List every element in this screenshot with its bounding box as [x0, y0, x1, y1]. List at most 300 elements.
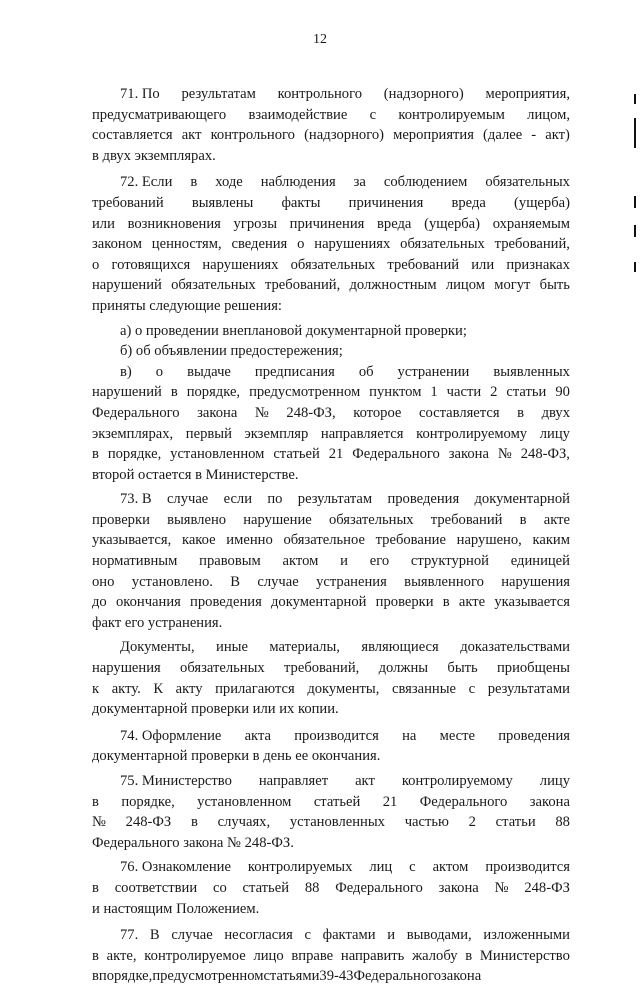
word: в [519, 511, 527, 528]
word: Федерального [419, 793, 508, 810]
word: об [358, 363, 374, 380]
word: по [267, 491, 283, 508]
text-line [92, 362, 570, 383]
word: законом [92, 236, 142, 253]
word: Федерального [335, 879, 423, 896]
word: 74. Оформление [120, 727, 222, 744]
text-line [92, 296, 570, 317]
word: порядке, [121, 793, 175, 810]
word: к [92, 680, 100, 697]
text-line [92, 510, 570, 531]
word: со [212, 879, 227, 896]
word: закона [529, 793, 570, 810]
text-line [92, 637, 570, 658]
text-line [92, 255, 570, 276]
word: случаях, [217, 814, 271, 831]
text-line [92, 125, 570, 146]
text-line [92, 105, 570, 126]
paragraph-p76 [92, 857, 570, 919]
word: в [190, 174, 198, 191]
scan-edge-mark [634, 225, 636, 237]
word: первый [185, 425, 232, 442]
word: В [149, 927, 160, 944]
word: а) о проведении внеплановой документарной проверки; [120, 322, 467, 339]
text-line [92, 234, 570, 255]
word: выводами, [406, 927, 472, 944]
word: 77. [120, 927, 139, 944]
word: в [92, 947, 99, 964]
word: охраняемым [492, 215, 570, 232]
word: требований, [264, 277, 341, 294]
text-line [92, 530, 570, 551]
paragraph-p72b [92, 341, 570, 362]
word: требований, [494, 236, 570, 253]
word: нарушений [92, 277, 162, 294]
word: вреда [451, 194, 486, 211]
word: выявленных [493, 363, 570, 380]
word: с [369, 106, 377, 123]
word: лиц [369, 859, 393, 876]
word: документарной проверки или их копии. [92, 701, 339, 718]
word: являющиеся [361, 639, 439, 656]
word: актом [432, 859, 469, 876]
word: оно [92, 573, 115, 590]
word: контрольного [210, 127, 295, 144]
word: 75. Министерство [120, 773, 232, 789]
word: направляет [258, 773, 329, 789]
word: результатами [487, 680, 570, 697]
word: в [92, 793, 99, 810]
word: требований [387, 256, 460, 273]
word: нарушениях [314, 236, 391, 253]
word: выявленного [404, 573, 484, 590]
word: приняты следующие решения: [92, 297, 282, 314]
word: актом [282, 553, 319, 570]
word: структурной [410, 553, 489, 570]
word: соблюдением [383, 174, 468, 191]
word: единицей [510, 553, 570, 570]
word: обязательных [180, 660, 265, 677]
text-line [92, 341, 570, 362]
body-text [92, 84, 570, 987]
text-line [92, 946, 570, 967]
text-line [92, 878, 570, 899]
word: проведения [190, 594, 262, 611]
word: в) [120, 363, 132, 380]
word: (надзорного) [304, 127, 384, 144]
text-line [92, 424, 570, 445]
word: вправе [291, 947, 334, 964]
text-line [92, 699, 570, 720]
word: экземплярах, [92, 425, 174, 442]
word: обязательных [485, 174, 570, 191]
word: лицом, [527, 106, 570, 123]
scan-edge-mark [634, 118, 636, 148]
word: случае [171, 927, 213, 944]
word: возникновения [127, 215, 221, 232]
text-line [92, 746, 570, 767]
word: установленных [289, 814, 385, 831]
word: установленном [197, 793, 292, 810]
text-line [92, 84, 570, 105]
text-line [92, 792, 570, 813]
word: окончания [115, 594, 181, 611]
word: - [531, 127, 537, 144]
text-line [92, 572, 570, 593]
word: направляется [320, 425, 404, 442]
word: 21 [382, 793, 398, 810]
word: и настоящим Положением. [92, 900, 260, 917]
word: выявлены [191, 194, 254, 211]
word: ценностям, [151, 236, 222, 253]
word: Министерство [479, 947, 570, 964]
word: частью [404, 814, 449, 831]
word: порядке, [186, 384, 241, 401]
word: в [170, 384, 178, 401]
word: документарной проверки в день ее окончания. [92, 748, 381, 765]
paragraph-p73 [92, 489, 570, 633]
word: в [92, 446, 99, 463]
word: связанные [391, 680, 457, 697]
word: мероприятия, [485, 86, 570, 102]
word: акте, [106, 947, 137, 964]
word: нарушений [92, 384, 162, 401]
word: двух [541, 404, 570, 421]
word: 21 [328, 446, 344, 463]
word: правовым [199, 553, 261, 570]
word: сведения [231, 236, 288, 253]
word: с [409, 859, 416, 876]
word: Федерального [353, 968, 442, 985]
text-line [92, 172, 570, 193]
word: нарушение [243, 511, 312, 528]
word: мероприятия [393, 127, 474, 144]
word: производится [294, 727, 379, 744]
paragraph-p71 [92, 84, 570, 166]
word: лицо [253, 947, 284, 964]
word: причинения [289, 215, 365, 232]
word: причинения [348, 194, 424, 211]
word: 76. Ознакомление [120, 859, 231, 876]
word: (ущерба) [514, 194, 570, 211]
word: приобщены [496, 660, 570, 677]
word: установлено. [131, 573, 213, 590]
word: проверки [375, 594, 434, 611]
word: контролируемое [144, 947, 246, 964]
text-line [92, 193, 570, 214]
word: нарушения [92, 660, 161, 677]
word: обязательное [283, 532, 365, 549]
word: 73. В [120, 491, 152, 508]
word: которое [353, 404, 402, 421]
word: месте [439, 727, 476, 744]
word: № [494, 879, 509, 896]
word: акт [181, 127, 202, 144]
text-line [92, 321, 570, 342]
word: с [304, 927, 311, 944]
word: составляется [418, 404, 500, 421]
word: составляется [92, 127, 173, 144]
word: лицу [539, 425, 570, 442]
word: или [92, 215, 115, 232]
word: 2 [468, 814, 476, 831]
word: в [442, 594, 450, 611]
text-line [92, 489, 570, 510]
word: факт его устранения. [92, 614, 223, 631]
paragraph-p72c [92, 362, 570, 486]
word: обязательных [290, 256, 376, 273]
word: акт [355, 773, 375, 789]
word: обязательных [400, 236, 485, 253]
word: должностным [349, 277, 437, 294]
paragraph-p73b [92, 637, 570, 719]
text-line [92, 771, 570, 792]
word: контролируемому [416, 425, 528, 442]
word: 39 [319, 968, 334, 985]
word: в двух экземплярах. [92, 147, 216, 164]
word: соответствии [114, 879, 198, 896]
word: в [190, 814, 198, 831]
word: 248-ФЗ, [286, 404, 336, 421]
word: случае [166, 491, 209, 508]
word: в [517, 404, 525, 421]
word: 248-ФЗ, [520, 446, 570, 463]
word: обязательных [328, 511, 414, 528]
word: документарной [474, 491, 570, 508]
word: лицом [445, 277, 485, 294]
word: изложенными [483, 927, 570, 944]
word: 248-ФЗ [125, 814, 172, 831]
word: его [369, 553, 390, 570]
word: материалы, [269, 639, 340, 656]
word: требований [430, 511, 503, 528]
word: обязательных [171, 277, 256, 294]
text-line [92, 899, 570, 920]
word: закона [448, 446, 489, 463]
word: 2 [490, 384, 498, 401]
word: о [155, 363, 164, 380]
word: устранении [397, 363, 470, 380]
word: части [446, 384, 482, 401]
word: акту. [111, 680, 141, 697]
scan-edge-mark [634, 94, 636, 104]
word: за [353, 174, 366, 191]
word: о [92, 256, 100, 273]
word: результатам [181, 86, 256, 102]
word: несогласия [224, 927, 293, 944]
word: предусматривающего [92, 106, 227, 123]
word: статьями [263, 968, 320, 985]
word: проведения [498, 727, 570, 744]
word: предусмотренном [249, 384, 361, 401]
word: какое [181, 532, 216, 549]
word: производится [485, 859, 570, 876]
word: (далее [483, 127, 523, 144]
word: лицу [539, 773, 570, 789]
word: на [402, 727, 417, 744]
word: иные [216, 639, 248, 656]
word: или [471, 256, 495, 273]
word: предписания [254, 363, 335, 380]
text-line [92, 679, 570, 700]
scan-edge-mark [634, 196, 636, 208]
text-line [92, 857, 570, 878]
word: Документы, [120, 639, 195, 656]
text-line [92, 592, 570, 613]
text-line [92, 925, 570, 946]
word: контролируемым [398, 106, 505, 123]
word: доказательствами [460, 639, 570, 656]
word: 248-ФЗ [524, 879, 570, 896]
word: 72. Если [120, 174, 173, 191]
word: результатам [297, 491, 373, 508]
word: статьей [273, 446, 320, 463]
word: (надзорного) [383, 86, 464, 102]
text-line [92, 833, 570, 854]
word: жалобу [412, 947, 458, 964]
word: № [254, 404, 269, 421]
word: требование [375, 532, 446, 549]
word: К [153, 680, 164, 697]
word: прилагаются [215, 680, 295, 697]
word: акту [175, 680, 203, 697]
word: 43 [338, 968, 354, 985]
word: быть [447, 660, 478, 677]
paragraph-p74 [92, 726, 570, 767]
text-line [92, 658, 570, 679]
word: Федерального [92, 404, 180, 421]
word: статьей [313, 793, 361, 810]
word: контрольного [277, 86, 363, 102]
word: проведения [387, 491, 460, 508]
word: выявлено [167, 511, 227, 528]
word: проверки [92, 511, 150, 528]
word: документы, [307, 680, 380, 697]
word: могут [494, 277, 531, 294]
word: статьи [495, 814, 536, 831]
word: закона [441, 968, 482, 985]
word: нормативным [92, 553, 178, 570]
word: выдаче [187, 363, 231, 380]
paragraph-p75 [92, 771, 570, 853]
word: установленном [170, 446, 265, 463]
word: указывается, [92, 532, 172, 549]
word: вреда [377, 215, 412, 232]
word: № [92, 814, 106, 831]
word: контролируемых [247, 859, 353, 876]
word: в [92, 879, 99, 896]
word: нарушениях [202, 256, 279, 273]
text-line [92, 726, 570, 747]
word: требований [92, 194, 164, 211]
word: акте [543, 511, 570, 528]
word: б) об объявлении предостережения; [120, 343, 343, 360]
word: экземпляр [244, 425, 309, 442]
word: нарушения [501, 573, 570, 590]
word: угрозы [233, 215, 277, 232]
word: требований, [283, 660, 360, 677]
word: о [297, 236, 305, 253]
word: фактами [322, 927, 376, 944]
word: если [223, 491, 253, 508]
paragraph-p72a [92, 321, 570, 342]
word: порядке, [98, 968, 153, 985]
word: акте [458, 594, 486, 611]
text-line [92, 812, 570, 833]
text-line [92, 551, 570, 572]
word: 90 [555, 384, 570, 401]
word: контролируемому [401, 773, 513, 789]
text-line [92, 403, 570, 424]
word: статьи [506, 384, 547, 401]
word: 71. По [120, 86, 160, 102]
word: второй остается в Министерстве. [92, 466, 299, 483]
word: статьей [242, 879, 290, 896]
text-line [92, 382, 570, 403]
paragraph-p72 [92, 172, 570, 316]
page-number: 12 [313, 32, 327, 47]
word: наблюдения [260, 174, 336, 191]
word: до [92, 594, 107, 611]
word: направить [340, 947, 405, 964]
word: должны [378, 660, 429, 677]
word: Федерального закона № 248-ФЗ. [92, 834, 294, 851]
text-line [92, 465, 570, 486]
word: и [387, 927, 396, 944]
word: устранения [316, 573, 387, 590]
word: с [468, 680, 476, 697]
word: № [497, 446, 512, 463]
word: документарной [270, 594, 367, 611]
word: акта [244, 727, 271, 744]
word: пунктом [369, 384, 422, 401]
word: быть [539, 277, 570, 294]
word: Федерального [352, 446, 440, 463]
word: именно [226, 532, 273, 549]
word: порядке, [107, 446, 162, 463]
word: случае [257, 573, 299, 590]
word: каким [532, 532, 570, 549]
word: В [230, 573, 240, 590]
word: (ущерба) [424, 215, 481, 232]
word: 88 [304, 879, 320, 896]
text-line [92, 613, 570, 634]
paragraph-p77 [92, 925, 570, 987]
word: закона [438, 879, 479, 896]
word: факты [281, 194, 321, 211]
word: в [92, 968, 99, 985]
word: взаимодействие [248, 106, 348, 123]
text-line [92, 275, 570, 296]
word: 88 [555, 814, 570, 831]
word: признаках [506, 256, 570, 273]
word: закона [197, 404, 238, 421]
word: акт) [545, 127, 570, 144]
scan-edge-mark [634, 262, 636, 272]
word: ходе [215, 174, 243, 191]
word: предусмотренном [152, 968, 264, 985]
word: готовящихся [111, 256, 191, 273]
word: в [465, 947, 473, 964]
word: нарушено, [456, 532, 522, 549]
text-line [92, 966, 570, 987]
text-line [92, 146, 570, 167]
word: - [333, 968, 339, 985]
word: 1 [430, 384, 438, 401]
word: и [340, 553, 348, 570]
text-line [92, 444, 570, 465]
text-line [92, 214, 570, 235]
